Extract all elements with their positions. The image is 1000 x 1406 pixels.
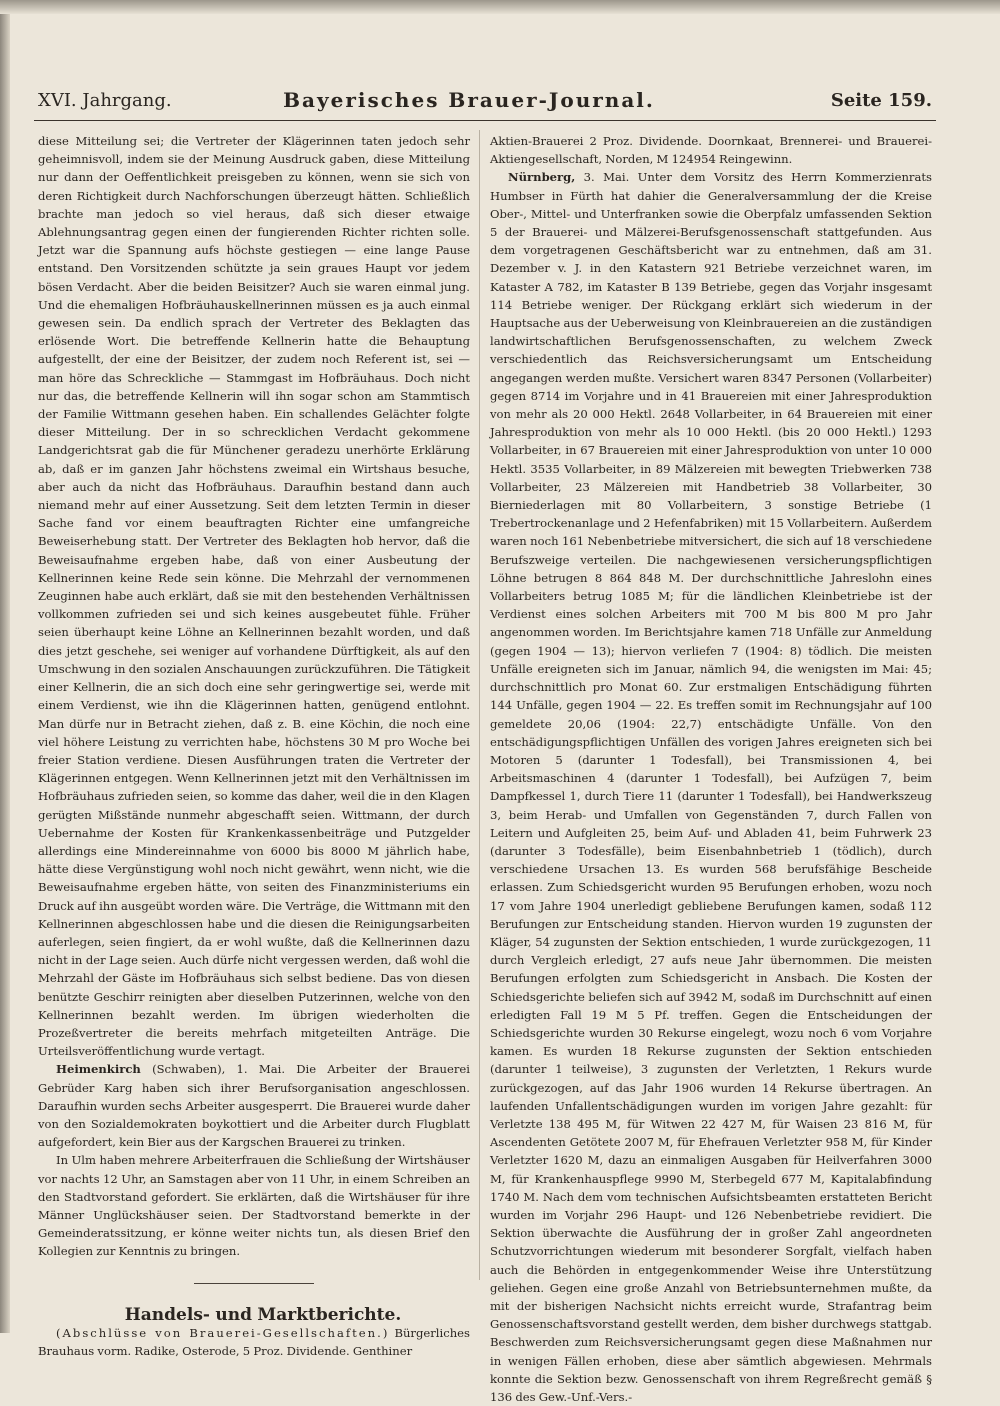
right-column — [490, 132, 932, 1406]
page-number: Seite 159. — [830, 90, 932, 111]
journal-title: Bayerisches Brauer-Journal. — [283, 88, 655, 112]
section-separator — [194, 1283, 314, 1284]
abschluesse-lead: (Abschlüsse von Brauerei-Gesellschaften.) — [56, 1325, 390, 1340]
volume-label: XVI. Jahrgang. — [38, 90, 172, 111]
paragraph-abschluesse — [38, 1324, 470, 1360]
newspaper-page — [34, 88, 936, 1405]
paragraph-court-report: diese Mitteilung sei; die Vertreter der Klägerinnen taten jedoch sehr geheimnisvoll, indem sie der Meinung Ausdruck gaben, diese Mitteilung nur dann der Oeffentlichkeit preisgeben zu können, wenn sie sich von deren Richtigkeit durch Nachforschungen überzeugt hätten. Schließlich brachte man jedoch so viel heraus, daß sich dieser etwaige Ablehnungsantrag gegen einen der fungierenden Richter richten solle. Jetzt war die Spannung aufs höchste gestiegen — eine lange Pause entstand. Den Vorsitzenden schützte ja sein graues Haupt vor jedem bösen Verdacht. Aber die beiden Beisitzer? Auch sie waren einmal jung. Und die ehemaligen Hofbräuhauskellnerinnen müssen es ja auch einmal gewesen sein. Da endlich sprach der Vertreter des Beklagten das erlösende Wort. Die betreffende Kellnerin hatte die Behauptung aufgestellt, der eine der Beisitzer, der zudem noch Referent ist, sei — man höre das Schreckliche — Stammgast im Hofbräuhaus. Doch nicht nur das, die betreffende Kellnerin will ihn sogar schon am Stammtisch der Familie Wittmann gesehen haben. Ein schallendes Gelächter folgte dieser Mitteilung. Der in so schrecklichen Verdacht gekommene Landgerichtsrat gab die für Münchener geradezu unerhörte Erklärung ab, daß er im ganzen Jahr höchstens zweimal ein Wirtshaus besuche, aber auch da nicht das Hofbräuhaus. Daraufhin bestand dann auch niemand mehr auf einer Aussetzung. Seit dem letzten Termin in dieser Sache fand vor einem beauftragten Richter eine umfangreiche Beweiserhebung statt. Der Vertreter des Beklagten hob hervor, daß die Beweisaufnahme ergeben habe, daß von einer Ausbeutung der Kellnerinnen keine Rede sein könne. Die Mehrzahl der vernommenen Zeuginnen habe auch erklärt, daß sie mit den bestehenden Verhältnissen vollkommen zufrieden sei und sich keines ausgebeutet fühle. Früher seien überhaupt keine Löhne an Kellnerinnen bezahlt worden, und daß dies jetzt geschehe, sei weniger auf vorhandene Dürftigkeit, als auf den Umschwung in den sozialen Anschauungen zurückzuführen. Die Tätigkeit einer Kellnerin, die an sich doch eine sehr geringwertige sei, werde mit einem Verdienst, wie ihn die Klägerinnen hatten, genügend entlohnt. Man dürfe nur in Betracht ziehen, daß z. B. eine Köchin, die noch eine viel höhere Leistung zu verrichten habe, höchstens 30 M pro Woche bei freier Station verdiene. Diesen Ausführungen traten die Vertreter der Klägerinnen entgegen. Wenn Kellnerinnen jetzt mit den Verhältnissen im Hofbräuhaus zufrieden seien, so komme das daher, weil die in den Klagen gerügten Mißstände nunmehr abgeschafft seien. Wittmann, der durch Uebernahme der Kosten für Krankenkassenbeiträge und Putzgelder allerdings eine Mindereinnahme von 6000 bis 8000 M jährlich habe, hätte diese Vergünstigung wohl noch nicht gewährt, wenn nicht, wie die Beweisaufnahme ergeben hätte, von seiten des Finanzministeriums ein Druck auf ihn ausgeübt worden wäre. Die Verträge, die Wittmann mit den Kellnerinnen abgeschlossen habe und die diesen die Reinigungsarbeiten auferlegen, seien fingiert, da er wohl wußte, daß die Kellnerinnen dazu nicht in der Lage seien. Auch dürfe nicht vergessen werden, daß wohl die Mehrzahl der Gäste im Hofbräuhaus sich selbst bediene. Das von diesen benützte Geschirr reinigten aber dieselben Putzerinnen, welche von den Kellnerinnen bezahlt werden. Im übrigen wiederholten die Prozeßvertreter die bereits mehrfach mitgeteilten Anträge. Die Urteilsveröffentlichung wurde vertagt. — [38, 134, 470, 1059]
section-heading: Handels- und Marktberichte. — [124, 1304, 402, 1325]
paragraph-nuernberg-text: 3. Mai. Unter dem Vorsitz des Herrn Kommerzienrats Humbser in Fürth hat dahier die Generalversammlung der die Kreise Ober-, Mittel- und Unterfranken sowie die Oberpfalz umfassenden Sektion 5 der Brauerei- und Mälzerei-Berufsgenossenschaft stattgefunden. Aus dem vorgetragenen Geschäftsbericht war zu entnehmen, daß am 31. Dezember v. J. in den Katastern 921 Betriebe verzeichnet waren, im Kataster A 782, im Kataster B 139 Betriebe, gegen das Vorjahr insgesamt 114 Betriebe weniger. Der Rückgang erklärt sich wiederum in der Hauptsache aus der Ueberweisung von Kleinbrauereien an die zuständigen landwirtschaftlichen Berufsgenossenschaften, zu welchem Zweck verschiedentlich das Reichsversicherungsamt um Entscheidung angegangen werden mußte. Versichert waren 8347 Personen (Vollarbeiter) gegen 8714 im Vorjahre und in 41 Brauereien mit einer Jahresproduktion von mehr als 20 000 Hektl. 2648 Vollarbeiter, in 64 Brauereien mit einer Jahresproduktion von mehr als 10 000 Hektl. (bis 20 000 Hektl.) 1293 Vollarbeiter, in 67 Brauereien mit einer Jahresproduktion von unter 10 000 Hektl. 3535 Vollarbeiter, in 89 Mälzereien mit bewegten Triebwerken 738 Vollarbeiter, 23 Mälzereien mit Handbetrieb 38 Vollarbeiter, 30 Bierniederlagen mit 80 Vollarbeitern, 3 sonstige Betriebe (1 Trebertrockenanlage und 2 Hefenfabriken) mit 15 Vollarbeitern. Außerdem waren noch 161 Nebenbetriebe mitversichert, die sich auf 18 verschiedene Berufszweige verteilen. Die nachgewiesenen versicherungspflichtigen Löhne betrugen 8 864 848 M. Der durchschnittliche Jahreslohn eines Vollarbeiters betrug 1085 M; für die ländlichen Kleinbetriebe ist der Verdienst eines solchen Arbeiters mit 700 M bis 800 M pro Jahr angenommen worden. Im Berichtsjahre kamen 718 Unfälle zur Anmeldung (gegen 1904 — 13); hiervon verliefen 7 (1904: 8) tödlich. Die meisten Unfälle ereigneten sich im Januar, nämlich 94, die wenigsten im Mai: 45; durchschnittlich pro Monat 60. Zur erstmaligen Entschädigung führten 144 Unfälle, gegen 1904 — 22. Es treffen somit im Rechnungsjahr auf 100 gemeldete 20,06 (1904: 22,7) entschädigte Unfälle. Von den entschädigungspflichtigen Unfällen des vorigen Jahres ereigneten sich bei Motoren 5 (darunter 1 Todesfall), bei Transmissionen 4, bei Arbeitsmaschinen 4 (darunter 1 Todesfall), bei Aufzügen 7, beim Dampfkessel 1, durch Tiere 11 (darunter 1 Todesfall), bei Handwerkszeug 3, beim Herab- und Umfallen von Gegenständen 7, durch Fallen von Leitern und Aufgleiten 25, beim Auf- und Abladen 41, beim Fuhrwerk 23 (darunter 3 Todesfälle), beim Eisenbahnbetrieb 1 (tödlich), durch verschiedene Ursachen 13. Es wurden 568 berufsfähige Bescheide erlassen. Zum Schiedsgericht wurden 95 Berufungen erhoben, wozu noch 17 vom Jahre 1904 unerledigt gebliebene Berufungen kamen, sodaß 112 Berufungen zur Entscheidung standen. Hiervon wurden 19 zugunsten der Kläger, 54 zugunsten der Sektion entschieden, 1 wurde zurückgezogen, 11 durch Vergleich erledigt, 27 aufs neue Jahr übernommen. Die meisten Berufungen erfolgten zum Schiedsgericht in Ansbach. Die Kosten der Schiedsgerichte beliefen sich auf 3942 M, sodaß im Durchschnitt auf einen erledigten Fall 19 M 5 Pf. treffen. Gegen die Entscheidungen der Schiedsgerichte wurden 30 Rekurse eingelegt, wozu noch 6 vom Vorjahre kamen. Es wurden 18 Rekurse zugunsten der Sektion entschieden (darunter 1 teilweise), 3 zugunsten der Verletzten, 1 Rekurs wurde zurückgezogen, auf das Jahr 1906 wurden 14 Rekurse übertragen. An laufenden Unfallentschädigungen wurden im vorigen Jahre gezahlt: für Verletzte 138 495 M, für Witwen 22 427 M, für Waisen 23 816 M, für Ascendenten Getötete 2007 M, für Ehefrauen Verletzter 958 M, für Kinder Verletzter 1620 M, dazu an einmaligen Ausgaben für Heilverfahren 3000 M, für Krankenhauspflege 9990 M, Sterbegeld 677 M, Kapitalabfindung 1740 M. Nach dem vom technischen Aufsichtsbeamten erstatteten Bericht wurden im Vorjahr 296 Haupt- und 126 Nebenbetriebe revidiert. Die Sektion überwachte die Ausführung der in großer Zahl angeordneten Schutzvorrichtungen wiederum mit besonderer Sorgfalt, vielfach haben auch die Behörden in entgegenkommender Weise ihre Unterstützung geliehen. Gegen eine große Anzahl von Betriebsunternehmen mußte, da mit der bisherigen Nachsicht nichts erreicht wurde, Strafantrag beim Genossenschaftsvorstand gestellt werden, dem bisher durchwegs stattgab. Beschwerden zum Reichsversicherungsamt gegen diese Maßnahmen nur in wenigen Fällen erhoben, diese aber sämtlich abgewiesen. Mehrmals konnte die Sektion bezw. Genossenschaft von ihrem Regreßrecht gemäß § 136 des Gew.-Unf.-Vers.- — [490, 170, 932, 1405]
paragraph-dividends: Aktien-Brauerei 2 Proz. Dividende. Doornkaat, Brennerei- und Brauerei-Aktiengesellschaft, Norden, M 124954 Reingewinn. — [490, 134, 932, 167]
paragraph-abschluesse-text: Bürgerliches Brauhaus vorm. Radike, Osterode, 5 Proz. Dividende. Genthiner — [38, 1325, 470, 1358]
paragraph-heimenkirch-text: (Schwaben), 1. Mai. Die Arbeiter der Brauerei Gebrüder Karg haben sich ihrer Berufsorganisation angeschlossen. Daraufhin wurden sechs Arbeiter ausgesperrt. Die Brauerei wurde daher von den Sozialdemokraten boykottiert und die Arbeiter durch Flugblatt aufgefordert, kein Bier aus der Kargschen Brauerei zu trinken. — [38, 1062, 470, 1150]
paragraph-heimenkirch — [38, 1060, 470, 1151]
left-column — [38, 132, 470, 1360]
column-divider — [479, 130, 480, 1280]
page-header — [34, 88, 936, 121]
scan-edge-left — [0, 0, 10, 1333]
place-nuernberg: Nürnberg, — [508, 170, 576, 185]
paragraph-ulm: In Ulm haben mehrere Arbeiterfrauen die Schließung der Wirtshäuser vor nachts 12 Uhr, an Samstagen aber von 11 Uhr, in einem Schreiben an den Stadtvorstand gefordert. Sie erklärten, daß die Wirtshäuser für ihre Männer Unglückshäuser seien. Der Stadtvorstand bemerkte in der Gemeinderatssitzung, er könne weiter nichts tun, als diesen Brief den Kollegien zur Kenntnis zu bringen. — [38, 1153, 470, 1259]
paragraph-nuernberg — [490, 168, 932, 1406]
place-heimenkirch: Heimenkirch — [56, 1062, 141, 1077]
scan-edge-top — [0, 0, 1000, 14]
